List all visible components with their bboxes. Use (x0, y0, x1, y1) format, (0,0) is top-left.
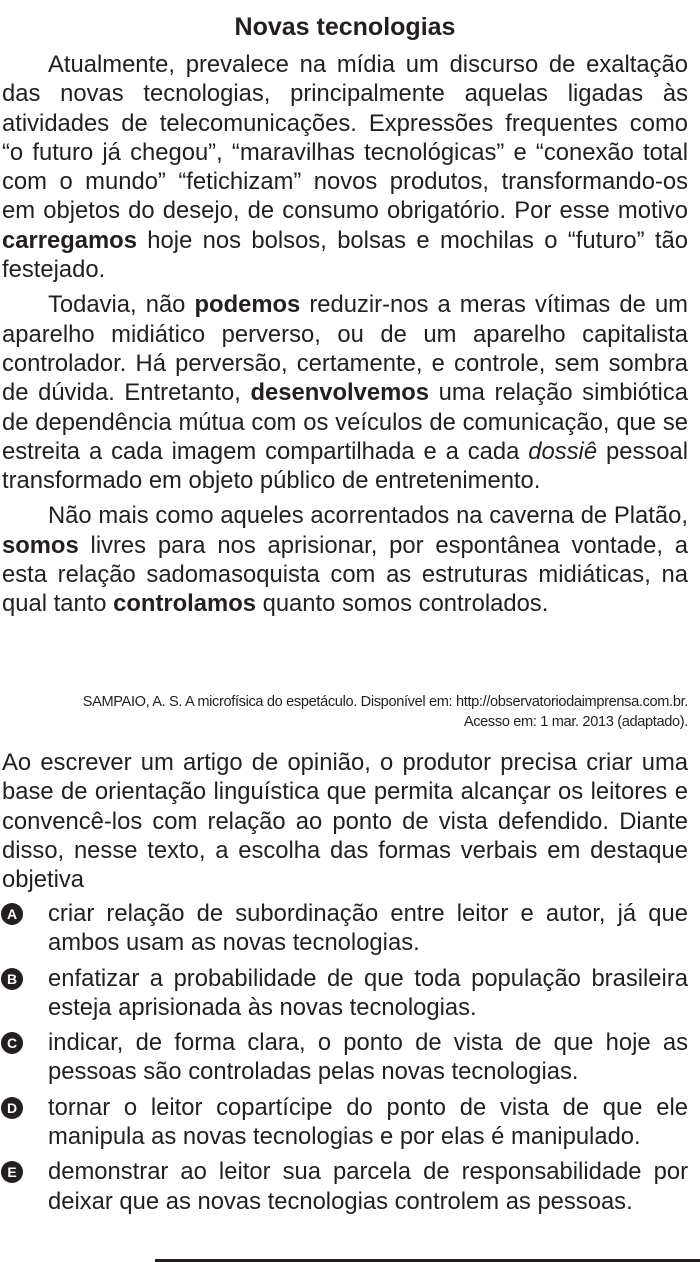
italic-word-dossie: dossiê (528, 437, 598, 465)
paragraph-2-text-a: Todavia, não (48, 291, 195, 319)
option-e-text: demonstrar ao leitor sua parcela de responsabilidade por deixar que as novas tecnologias controlem as pessoas. (48, 1158, 688, 1215)
passage-title: Novas tecnologias (234, 13, 456, 41)
option-b-text: enfatizar a probabilidade de que toda população brasileira esteja aprisionada às novas tecnologias. (48, 964, 688, 1021)
paragraph-1 (2, 50, 688, 284)
option-c[interactable] (0, 1028, 688, 1087)
highlighted-verb-carregamos: carregamos (2, 226, 137, 254)
option-a-letter-badge: A (1, 903, 23, 925)
highlighted-verb-controlamos: controlamos (113, 590, 256, 618)
highlighted-verb-somos: somos (2, 531, 79, 559)
option-c-letter-badge: C (1, 1032, 23, 1054)
option-e-letter-badge: E (1, 1161, 23, 1183)
option-b-letter-badge: B (1, 968, 23, 990)
source-citation (0, 692, 688, 732)
option-a[interactable] (0, 899, 688, 958)
paragraph-3-text-d: quanto somos controlados. (255, 590, 549, 618)
option-d[interactable] (0, 1093, 688, 1152)
paragraph-3 (2, 501, 688, 618)
question-stem: Ao escrever um artigo de opinião, o produtor precisa criar uma base de orientação linguística que permita alcançar os leitores e convencê-los com relação ao ponto de vista defendido. Diante disso, nesse texto, a escolha das formas verbais em destaque objetiva (2, 749, 688, 894)
option-d-text: tornar o leitor copartícipe do ponto de vista de que ele manipula as novas tecnologias e por elas é manipulado. (48, 1093, 688, 1151)
paragraph-1-text-a: Atualmente, prevalece na mídia um discurso de exaltação das novas tecnologias, principalmente aquelas ligadas às atividades de telecomunicações. Expressões frequentes como “o futuro já chegou”, “maravilhas tecnológicas” e “conexão total com o mundo” “fetichizam” novos produtos, transformando-os em objetos do desejo, de consumo obrigatório. Por esse motivo (2, 51, 688, 225)
option-c-text: indicar, de forma clara, o ponto de vista de que hoje as pessoas são controladas pelas novas tecnologias. (48, 1029, 688, 1086)
option-d-letter-badge: D (1, 1097, 23, 1119)
answer-options (0, 899, 688, 1222)
highlighted-verb-desenvolvemos: desenvolvemos (250, 379, 430, 407)
passage (2, 50, 688, 625)
paragraph-2-text-e: pessoal transformado em objeto público de entretenimento. (2, 437, 689, 495)
paragraph-3-text-a: Não mais como aqueles acorrentados na caverna de Platão, (48, 502, 688, 530)
paragraph-3-text-c: livres para nos aprisionar, por espontânea vontade, a esta relação sadomasoquista com as estruturas midiáticas, na qual tanto (2, 531, 688, 618)
highlighted-verb-podemos: podemos (194, 291, 301, 319)
paragraph-1-text-c: hoje nos bolsos, bolsas e mochilas o “futuro” tão festejado. (2, 226, 688, 284)
option-b[interactable] (0, 964, 688, 1023)
paragraph-2-text-d: uma relação simbiótica de dependência mútua com os veículos de comunicação, que se estreita a cada imagem compartilhada e a cada (2, 379, 688, 465)
paragraph-2-text-c: reduzir-nos a meras vítimas de um aparelho midiático perverso, ou de um aparelho capitalista controlador. Há perversão, certamente, e controle, sem sombra de dúvida. Entretanto, (2, 291, 689, 407)
source-citation-line-1: SAMPAIO, A. S. A microfísica do espetáculo. Disponível em: http://observatoriodaimprensa.com.br. (82, 694, 688, 710)
option-e[interactable] (0, 1157, 688, 1216)
option-a-text: criar relação de subordinação entre leitor e autor, já que ambos usam as novas tecnologias. (48, 900, 688, 957)
source-citation-line-2: Acesso em: 1 mar. 2013 (adaptado). (463, 714, 688, 730)
paragraph-2 (2, 290, 688, 495)
